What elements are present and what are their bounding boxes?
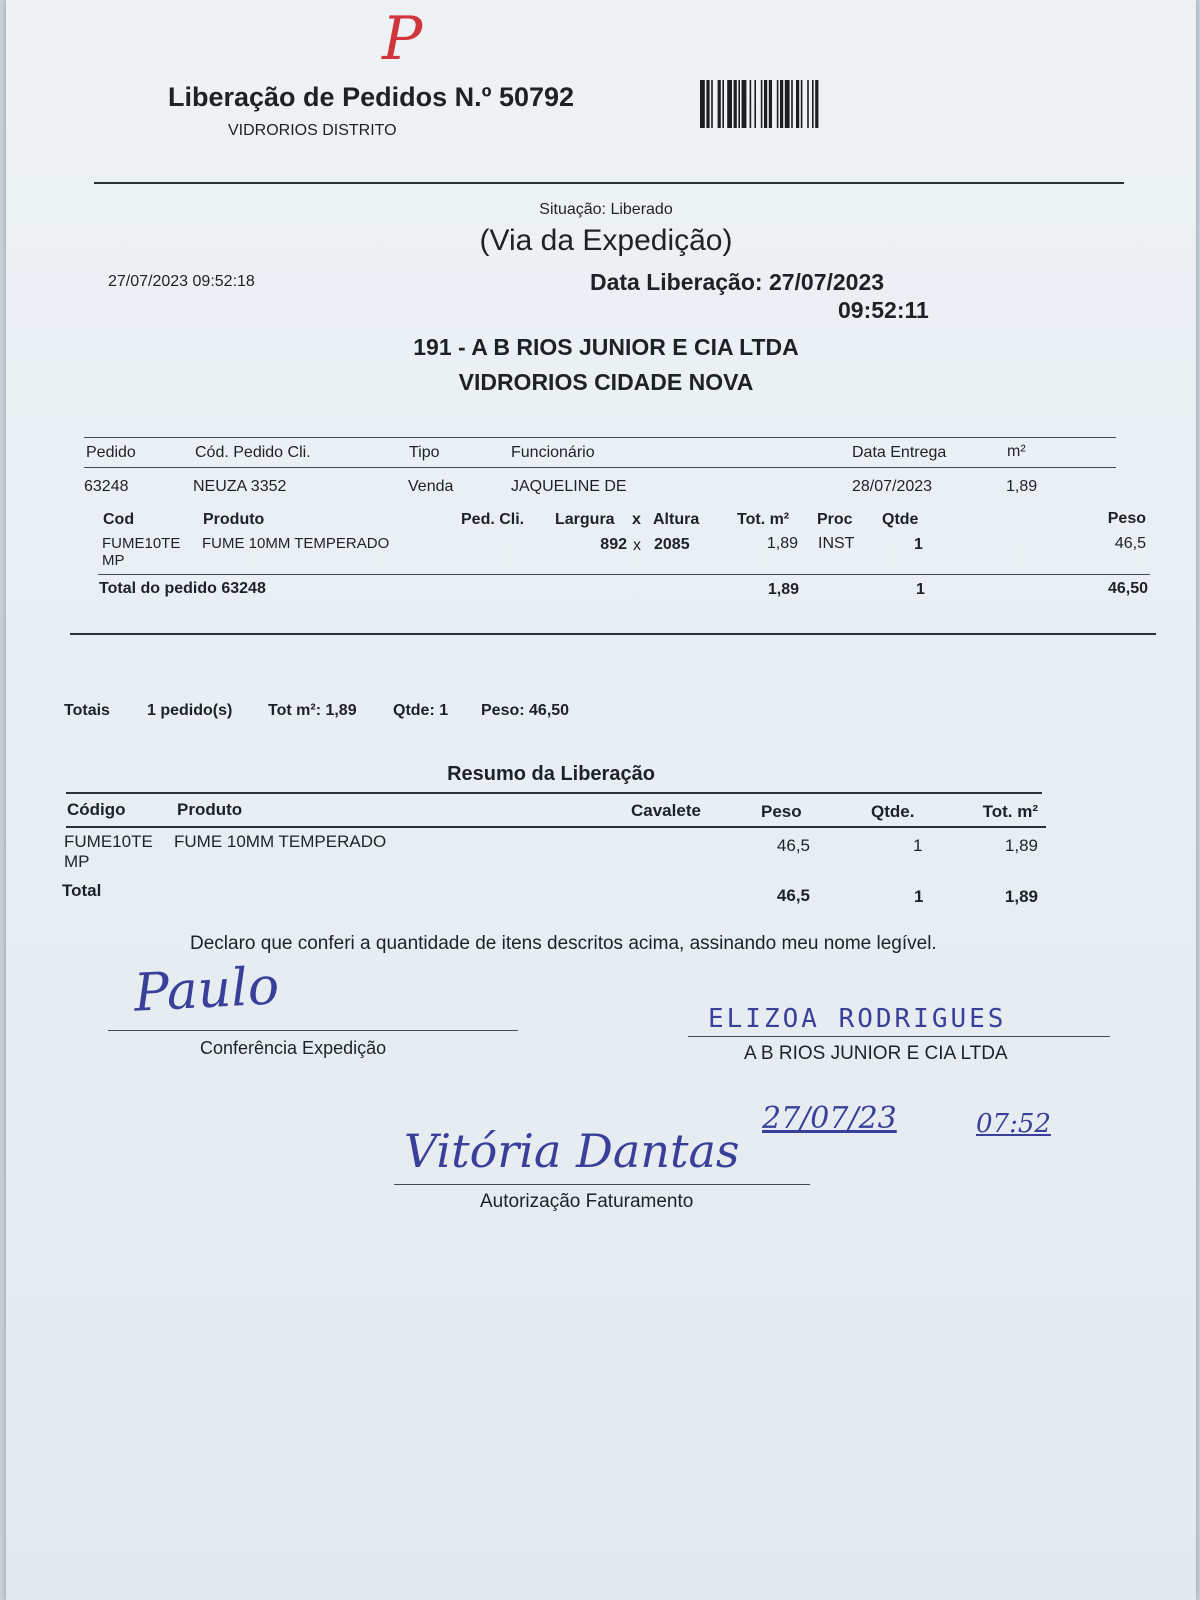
client-store: VIDRORIOS CIDADE NOVA — [458, 369, 754, 395]
order-total-m2: 1,89 — [767, 581, 799, 598]
item-total-border — [98, 574, 1150, 575]
item-tot-m2: 1,89 — [766, 535, 798, 552]
divider — [70, 633, 1156, 635]
table-top-border — [84, 437, 1116, 438]
item-x: x — [633, 537, 641, 554]
resumo-col-codigo: Código — [67, 800, 126, 819]
conferencia-signature: Paulo — [132, 956, 281, 1024]
print-timestamp: 27/07/2023 09:52:18 — [108, 273, 255, 290]
resumo-top-border — [66, 792, 1042, 794]
order-funcionario: JAQUELINE DE — [511, 478, 627, 495]
item-produto: FUME 10MM TEMPERADO — [202, 535, 390, 552]
item-largura: 892 — [600, 536, 627, 553]
cliente-label: A B RIOS JUNIOR E CIA LTDA — [744, 1043, 1008, 1064]
order-data-entrega: 28/07/2023 — [852, 478, 933, 495]
document-subtitle: VIDRORIOS DISTRITO — [228, 122, 397, 139]
resumo-col-cavalete: Cavalete — [631, 801, 701, 820]
order-total-peso: 46,50 — [1107, 580, 1148, 597]
col-data-entrega: Data Entrega — [852, 444, 947, 461]
signature-line — [394, 1184, 810, 1185]
data-liberacao-time: 09:52:11 — [838, 297, 929, 323]
order-total-qtde: 1 — [916, 581, 925, 598]
client-name: 191 - A B RIOS JUNIOR E CIA LTDA — [413, 334, 799, 360]
totais-qtde: Qtde: 1 — [393, 702, 449, 719]
document-page — [6, 0, 1196, 1600]
handwritten-date: 27/07/23 — [762, 1101, 897, 1136]
data-liberacao: Data Liberação: 27/07/2023 — [590, 269, 885, 295]
signature-line — [688, 1036, 1110, 1037]
col-m2: m² — [1007, 443, 1026, 460]
table-header-border — [84, 467, 1116, 468]
resumo-total-m2: 1,89 — [1004, 887, 1038, 906]
item-altura: 2085 — [654, 536, 690, 553]
item-cod-cont: MP — [102, 552, 125, 569]
item-qtde: 1 — [914, 536, 923, 553]
item-col-ped-cli: Ped. Cli. — [461, 511, 525, 528]
totais-pedidos: 1 pedido(s) — [147, 702, 233, 719]
resumo-total-qtde: 1 — [914, 887, 924, 906]
divider — [94, 182, 1124, 184]
item-col-cod: Cod — [103, 511, 135, 528]
resumo-codigo: FUME10TE — [64, 832, 153, 851]
via-label: (Via da Expedição) — [479, 224, 733, 257]
resumo-col-produto: Produto — [177, 800, 243, 819]
autorizacao-signature: Vitória Dantas — [404, 1124, 740, 1178]
totais-label: Totais — [64, 702, 110, 719]
order-m2: 1,89 — [1006, 478, 1038, 495]
red-mark: P — [382, 4, 423, 74]
totais-m2: Tot m²: 1,89 — [268, 702, 357, 719]
item-col-qtde: Qtde — [882, 511, 919, 528]
order-pedido: 63248 — [84, 478, 129, 495]
resumo-col-tot-m2: Tot. m² — [982, 802, 1038, 821]
resumo-col-peso: Peso — [761, 802, 802, 821]
resumo-total-peso: 46,5 — [776, 886, 810, 905]
conferencia-label: Conferência Expedição — [200, 1038, 387, 1058]
resumo-qtde: 1 — [913, 836, 923, 855]
order-cod-cli: NEUZA 3352 — [193, 478, 287, 495]
declaration-text: Declaro que conferi a quantidade de itens descritos acima, assinando meu nome legível. — [190, 933, 937, 954]
resumo-peso: 46,5 — [776, 836, 810, 855]
document-title: Liberação de Pedidos N.º 50792 — [168, 82, 575, 112]
resumo-col-qtde: Qtde. — [871, 802, 915, 821]
barcode-icon — [700, 80, 884, 130]
resumo-header-border — [66, 826, 1046, 828]
item-peso: 46,5 — [1114, 535, 1146, 552]
item-col-x: x — [632, 511, 641, 528]
item-col-tot-m2: Tot. m² — [737, 511, 790, 528]
item-cod: FUME10TE — [102, 535, 181, 552]
resumo-total-label: Total — [62, 881, 102, 900]
item-col-altura: Altura — [653, 511, 700, 528]
item-col-proc: Proc — [817, 511, 853, 528]
totais-peso: Peso: 46,50 — [481, 702, 570, 719]
autorizacao-label: Autorização Faturamento — [480, 1191, 694, 1212]
col-pedido: Pedido — [86, 444, 136, 461]
col-tipo: Tipo — [409, 444, 440, 461]
cliente-signature: ELIZOA RODRIGUES — [708, 1004, 1007, 1034]
col-cod-cli: Cód. Pedido Cli. — [195, 444, 311, 461]
resumo-tot-m2: 1,89 — [1004, 836, 1038, 855]
item-col-produto: Produto — [203, 511, 265, 528]
col-funcionario: Funcionário — [511, 444, 595, 461]
order-total-label: Total do pedido 63248 — [99, 580, 266, 597]
handwritten-time: 07:52 — [976, 1109, 1051, 1139]
resumo-title: Resumo da Liberação — [447, 763, 655, 785]
situacao-label: Situação: Liberado — [539, 201, 673, 218]
resumo-codigo-cont: MP — [64, 852, 90, 871]
resumo-produto: FUME 10MM TEMPERADO — [174, 832, 387, 851]
item-col-largura: Largura — [555, 511, 615, 528]
signature-line — [108, 1030, 518, 1031]
order-tipo: Venda — [408, 478, 454, 495]
item-proc: INST — [818, 535, 855, 552]
item-col-peso: Peso — [1107, 510, 1146, 527]
